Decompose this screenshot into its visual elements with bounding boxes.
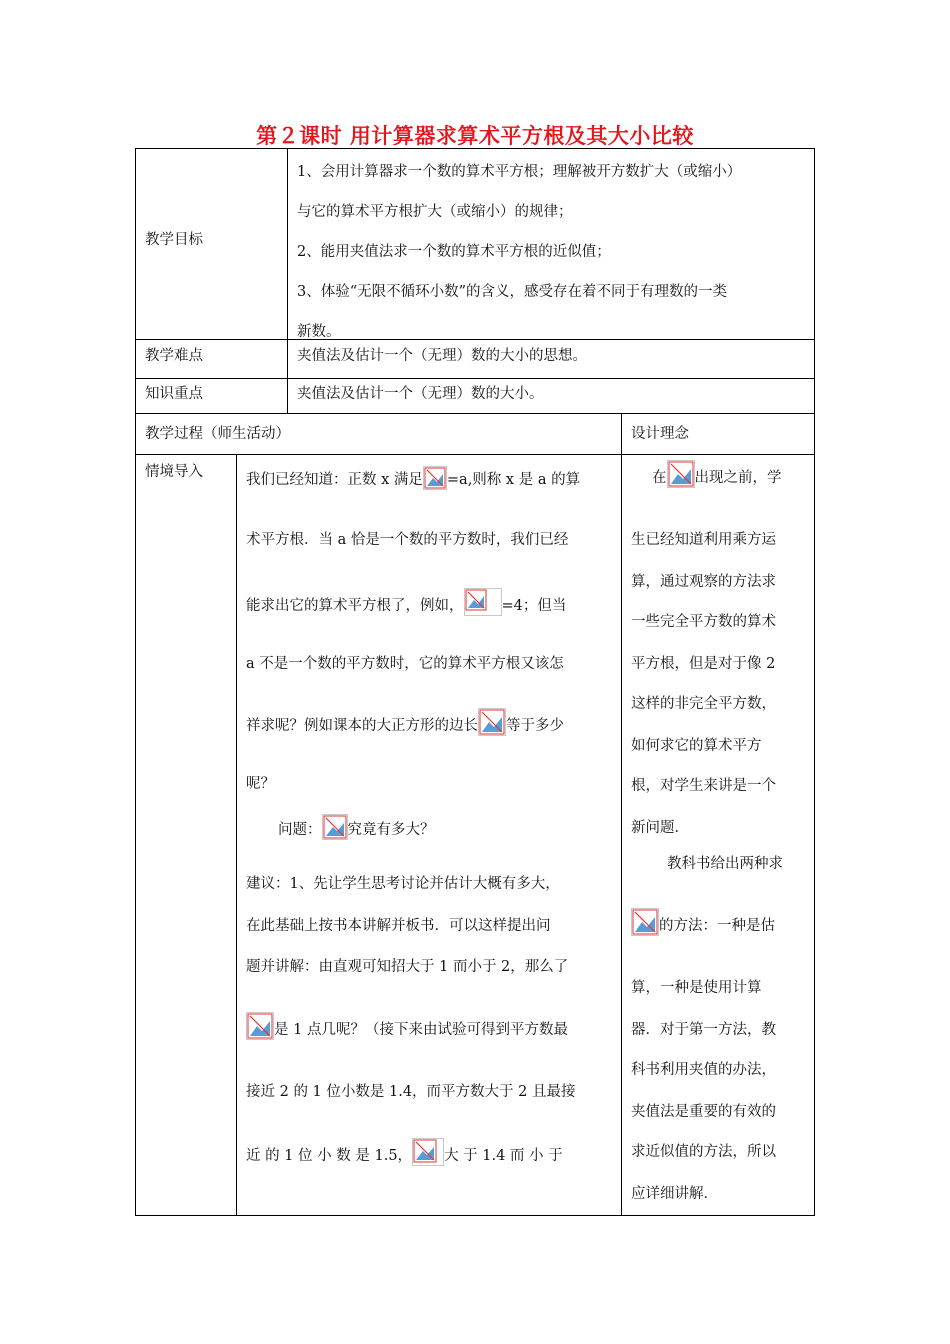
design-line: 器．对于第一方法，教	[631, 1022, 776, 1038]
row-divider	[135, 413, 815, 414]
main-line: 术平方根．当 a 恰是一个数的平方数时，我们已经	[246, 532, 569, 548]
key-points-label: 知识重点	[145, 386, 203, 402]
main-line: 在此基础上按书本讲解并板书．可以这样提出问	[246, 918, 551, 934]
main-line: 题并讲解：由直观可知招大于 1 而小于 2，那么了	[246, 959, 569, 975]
main-line: 问题： 究竟有多大？	[278, 814, 435, 840]
main-line: 近 的 1 位 小 数 是 1.5， 大 于 1.4 而 小 于	[246, 1138, 563, 1166]
main-line: 能求出它的算术平方根了，例如， =4；但当	[246, 588, 566, 616]
main-line: 建议：1、先让学生思考讨论并估计大概有多大，	[246, 876, 560, 892]
design-line: 这样的非完全平方数，	[631, 696, 776, 712]
design-line: 算，通过观察的方法求	[631, 574, 776, 590]
col-divider	[236, 454, 237, 1216]
image-placeholder-icon	[478, 708, 506, 736]
design-line: 如何求它的算术平方	[631, 738, 762, 754]
design-line: 平方根，但是对于像 2	[631, 656, 776, 672]
goal-line: 与它的算术平方根扩大（或缩小）的规律；	[297, 204, 573, 220]
design-line: 一些完全平方数的算术	[631, 614, 776, 630]
design-line: 的方法：一种是估	[631, 908, 775, 936]
main-line: 祥求呢？例如课本的大正方形的边长 等于多少	[246, 708, 564, 736]
goal-line: 3、体验“无限不循环小数”的含义，感受存在着不同于有理数的一类	[297, 284, 728, 300]
row-divider	[135, 378, 815, 379]
design-line: 夹值法是重要的有效的	[631, 1104, 776, 1120]
intro-label: 情境导入	[145, 464, 203, 480]
image-placeholder-icon	[246, 1012, 274, 1040]
key-points-text: 夹值法及估计一个（无理）数的大小。	[297, 386, 544, 402]
goal-line: 新数。	[297, 324, 341, 340]
design-line: 在 出现之前，学	[652, 460, 782, 488]
image-placeholder-icon	[464, 588, 502, 616]
design-line: 教科书给出两种求	[667, 856, 783, 872]
difficulty-text: 夹值法及估计一个（无理）数的大小的思想。	[297, 348, 587, 364]
design-line: 应详细讲解．	[631, 1186, 718, 1202]
image-placeholder-icon	[631, 908, 659, 936]
col-divider	[621, 413, 622, 1216]
image-placeholder-icon	[412, 1138, 444, 1166]
goal-line: 2、能用夹值法求一个数的算术平方根的近似值；	[297, 244, 611, 260]
goal-line: 1、会用计算器求一个数的算术平方根；理解被开方数扩大（或缩小）	[297, 164, 742, 180]
page-title: 第２课时 用计算器求算术平方根及其大小比较	[256, 123, 694, 148]
design-line: 求近似值的方法，所以	[631, 1144, 776, 1160]
main-line: 是 1 点几呢？（接下来由试验可得到平方数最	[246, 1012, 568, 1040]
process-label: 教学过程（师生活动）	[145, 426, 290, 442]
main-line: 我们已经知道：正数 x 满足 =a,则称 x 是 a 的算	[246, 466, 580, 490]
design-line: 新问题．	[631, 820, 689, 836]
design-line: 根，对学生来讲是一个	[631, 778, 776, 794]
difficulty-label: 教学难点	[145, 348, 203, 364]
image-placeholder-icon	[423, 466, 447, 490]
image-placeholder-icon	[322, 814, 348, 840]
main-line: a 不是一个数的平方数时，它的算术平方根又该怎	[246, 656, 564, 672]
goals-label: 教学目标	[145, 232, 203, 248]
image-placeholder-icon	[667, 460, 695, 488]
row-divider	[135, 454, 815, 455]
col-divider	[287, 148, 288, 413]
design-line: 生已经知道利用乘方运	[631, 532, 776, 548]
goals-text	[297, 152, 741, 352]
design-line: 算，一种是使用计算	[631, 980, 762, 996]
design-line: 科书利用夹值的办法，	[631, 1062, 776, 1078]
main-line: 接近 2 的 1 位小数是 1.4，而平方数大于 2 且最接	[246, 1084, 576, 1100]
main-line: 呢？	[246, 776, 275, 792]
design-label: 设计理念	[631, 426, 689, 442]
